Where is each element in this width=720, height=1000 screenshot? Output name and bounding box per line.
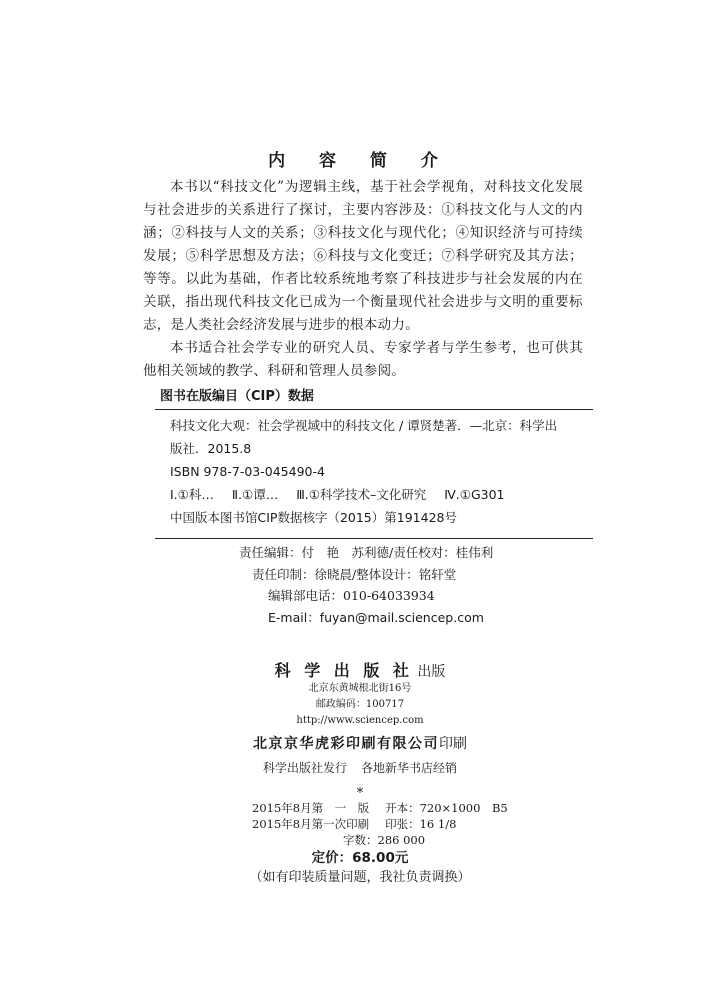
cip-record-line-2: 版社．2015.8: [170, 441, 252, 456]
publisher-block: [0, 658, 720, 776]
publisher-address: 北京东黄城根北街16号: [308, 683, 412, 694]
print-specs: [0, 788, 720, 848]
publisher-name: 科 学 出 版 社: [274, 661, 413, 680]
editorial-email: E-mail：fuyan@mail.sciencep.com: [268, 609, 484, 625]
spec-row-1: [252, 800, 720, 816]
cip-heading: 图书在版编目（CIP）数据: [160, 389, 314, 404]
publisher-line: [0, 658, 720, 681]
printer-suffix: 印刷: [439, 736, 467, 752]
price: 定价：68.00元: [311, 850, 409, 866]
editor-credit: 责任编辑：付 艳 苏利德/责任校对：桂伟利: [239, 545, 494, 560]
intro-paragraph-2: 本书适合社会学专业的研究人员、专家学者与学生参考，也可供其他相关领域的教学、科研和管理人员参阅。: [143, 340, 583, 379]
printer-line: [0, 733, 720, 753]
word-count: 字数：286 000: [343, 833, 426, 847]
cip-class-1: Ⅰ.①科…: [170, 487, 214, 502]
cip-top-rule: [155, 409, 593, 410]
staff-credits: [0, 542, 720, 628]
cip-record: [170, 414, 588, 529]
edition: 2015年8月第 一 版: [252, 801, 370, 815]
spec-row-2: [252, 816, 720, 832]
cip-record-line-1: 科技文化大观：社会学视域中的科技文化 / 谭贤楚著．—北京：科学出: [170, 418, 558, 433]
format: 开本：720×1000 B5: [385, 801, 508, 815]
publisher-postcode: 邮政编码：100717: [315, 699, 405, 710]
cip-class-4: Ⅳ.①G301: [444, 487, 505, 502]
cip-class-2: Ⅱ.①谭…: [231, 487, 279, 502]
distribution-line: [0, 759, 720, 776]
quality-notice: （如有印装质量问题，我社负责调换）: [249, 870, 471, 885]
cip-isbn: ISBN 978-7-03-045490-4: [170, 464, 325, 479]
publisher-suffix: 出版: [417, 664, 446, 680]
printing: 2015年8月第一次印刷: [252, 817, 370, 831]
production-credit: 责任印制：徐晓晨/整体设计：铭轩堂: [252, 566, 457, 582]
publisher-website: http://www.sciencep.com: [296, 715, 424, 726]
intro-paragraph-1: 本书以“科技文化”为逻辑主线，基于社会学视角，对科技文化发展与社会进步的关系进行了探讨，主要内容涉及：①科技文化与人文的内涵；②科技与人文的关系；③科技文化与现代化；④知识经济与可持续发展；⑤科学思想及方法；⑥科技与文化变迁；⑦科学研究及其方法；等等。以此为基础，作者比较系统地考察了科技进步与社会发展的内在关联，指出现代科技文化已成为一个衡量现代社会进步与文明的重要标志，是人类社会经济发展与进步的根本动力。: [143, 179, 583, 333]
separator-star: *: [356, 786, 364, 801]
editorial-phone: 编辑部电话：010-64033934: [268, 588, 435, 603]
sellers: 各地新华书店经销: [361, 761, 458, 775]
printer-name: 北京京华虎彩印刷有限公司: [253, 736, 439, 752]
cip-bottom-rule: [155, 538, 593, 539]
cip-core-number: 中国版本图书馆CIP数据核字（2015）第191428号: [170, 510, 457, 525]
intro-title: 内 容 简 介: [268, 151, 452, 171]
intro-section: [143, 176, 583, 383]
sheets: 印张：16 1/8: [385, 817, 457, 831]
distributor: 科学出版社发行: [262, 761, 347, 775]
cip-class-3: Ⅲ.①科学技术–文化研究: [296, 487, 427, 502]
cip-classification: [170, 483, 588, 506]
